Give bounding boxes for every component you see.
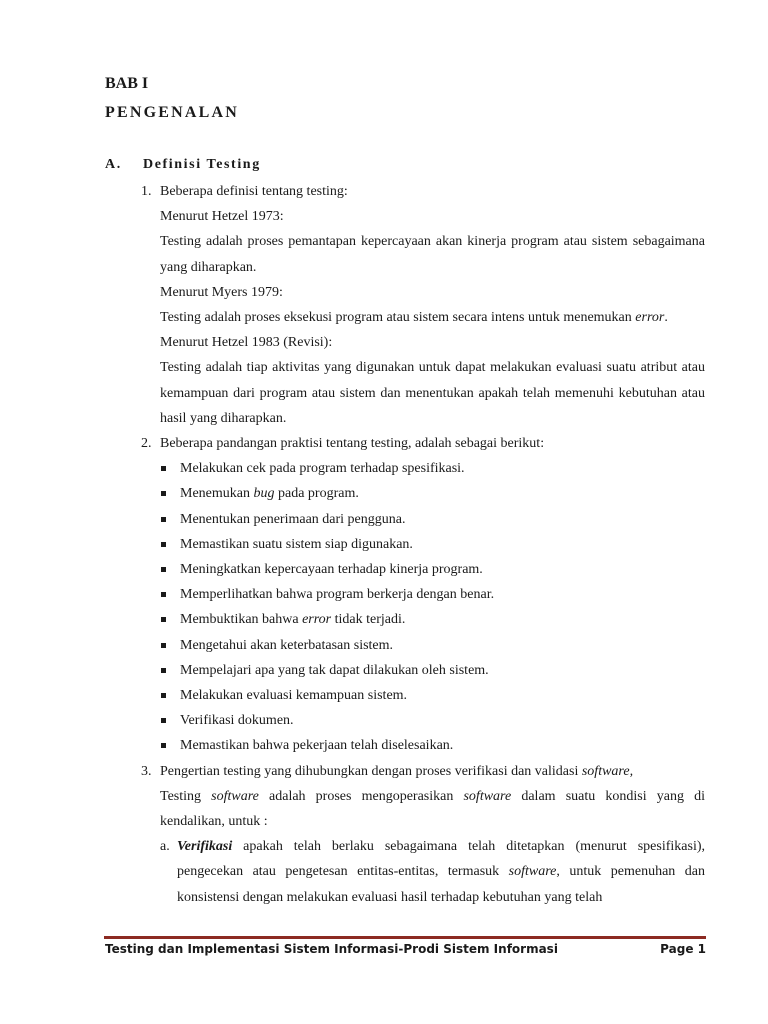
square-bullet-icon [160, 683, 180, 708]
text-run: Testing [160, 788, 212, 804]
square-bullet-icon [160, 708, 180, 733]
emphasis: software [508, 864, 557, 880]
square-bullet-icon [160, 532, 180, 557]
item-intro: Beberapa pandangan praktisi tentang testing, adalah sebagai berikut: [160, 436, 545, 452]
footer-title: Testing dan Implementasi Sistem Informasi-Prodi Sistem Informasi [105, 942, 558, 956]
square-bullet-icon [160, 456, 180, 481]
square-bullet-icon [160, 658, 180, 683]
section-title: Definisi Testing [143, 157, 261, 172]
bullet-item [160, 532, 705, 557]
square-bullet-icon [160, 557, 180, 582]
bullet-text [180, 481, 359, 506]
square-bullet-icon [160, 582, 180, 607]
bullet-text: Meningkatkan kepercayaan terhadap kinerja program. [180, 562, 483, 578]
bullet-item [160, 633, 705, 658]
paragraph [160, 784, 705, 834]
sub-item-text [177, 834, 705, 910]
bullet-item [160, 582, 705, 607]
definition-text [160, 305, 705, 330]
text-run: tidak terjadi. [331, 612, 406, 628]
text-run: pada program. [274, 486, 359, 502]
emphasis: software [463, 788, 512, 804]
item-intro [160, 759, 705, 784]
body-text [141, 179, 705, 910]
bullet-item [160, 456, 705, 481]
list-item-2 [141, 431, 705, 759]
text-run: dalam suatu kondisi yang di kendalikan, untuk : [160, 788, 705, 830]
bullet-text: Menentukan penerimaan dari pengguna. [180, 511, 406, 527]
item-intro: Beberapa definisi tentang testing: [160, 184, 348, 199]
text-run: Pengertian testing yang dihubungkan dengan proses verifikasi dan validasi [160, 763, 582, 779]
text-run: . [664, 310, 668, 326]
bullet-item [160, 708, 705, 733]
emphasis: error [635, 310, 665, 326]
list-item-3 [141, 759, 705, 910]
item-body [160, 759, 705, 910]
square-bullet-icon [160, 633, 180, 658]
bullet-text: Melakukan cek pada program terhadap spesifikasi. [180, 461, 465, 477]
bullet-item [160, 481, 705, 506]
section-letter: A. [105, 157, 122, 172]
bullet-item [160, 683, 705, 708]
emphasis: software, [581, 763, 634, 779]
bullet-item [160, 557, 705, 582]
item-number: 2. [141, 436, 152, 452]
item-body [160, 431, 705, 759]
page-number: Page 1 [660, 942, 706, 956]
text-run: apakah telah berlaku sebagaimana telah ditetapkan (menurut spesifikasi), pengecekan atau pengetesan entitas-entitas, termasuk [177, 839, 705, 880]
bullet-text: Memperlihatkan bahwa program berkerja dengan benar. [180, 587, 495, 603]
bullet-text: Mempelajari apa yang tak dapat dilakukan oleh sistem. [180, 662, 489, 678]
bullet-text: Verifikasi dokumen. [180, 713, 294, 729]
emphasis: error [302, 612, 332, 628]
bullet-text [180, 607, 405, 632]
definition-source: Menurut Myers 1979: [160, 284, 283, 300]
chapter-label: BAB I [105, 75, 149, 92]
text-run: Membuktikan bahwa [180, 612, 303, 628]
sub-item-number: a. [160, 839, 170, 855]
definition-text: Testing adalah proses pemantapan kepercayaan akan kinerja program atau sistem sebagaimana yang diharapkan. [160, 234, 705, 275]
item-number: 3. [141, 763, 152, 779]
bullet-text: Melakukan evaluasi kemampuan sistem. [180, 688, 408, 704]
definition-text: Testing adalah tiap aktivitas yang digunakan untuk dapat melakukan evaluasi suatu atribut atau kemampuan dari program atau sistem dan menentukan apakah telah memenuhi kebutuhan atau hasil yang diharapkan. [160, 360, 705, 426]
emphasis: bug [253, 486, 275, 502]
chapter-title: PENGENALAN [105, 104, 240, 121]
bullet-list [160, 456, 705, 758]
text-run: adalah proses mengoperasikan [258, 788, 464, 804]
square-bullet-icon [160, 481, 180, 506]
text-run: Testing adalah proses eksekusi program atau sistem secara intens untuk menemukan [160, 310, 632, 326]
bullet-item [160, 733, 705, 758]
footer-divider [104, 936, 706, 939]
sub-item-a [160, 834, 705, 910]
bullet-text: Mengetahui akan keterbatasan sistem. [180, 637, 394, 653]
text-run: , untuk pemenuhan dan konsistensi dengan melakukan evaluasi hasil terhadap kebutuhan yang telah [177, 864, 705, 905]
definition-source: Menurut Hetzel 1983 (Revisi): [160, 335, 333, 351]
square-bullet-icon [160, 607, 180, 632]
bullet-item [160, 507, 705, 532]
text-run: Menemukan [180, 486, 254, 502]
square-bullet-icon [160, 733, 180, 758]
bullet-item [160, 607, 705, 632]
bullet-text: Memastikan suatu sistem siap digunakan. [180, 536, 413, 552]
bullet-text: Memastikan bahwa pekerjaan telah diselesaikan. [180, 738, 454, 754]
square-bullet-icon [160, 507, 180, 532]
item-body [160, 179, 705, 431]
emphasis: software [211, 788, 259, 804]
definition-source: Menurut Hetzel 1973: [160, 209, 284, 225]
item-number: 1. [141, 184, 152, 199]
list-item-1 [141, 179, 705, 431]
section-heading [105, 157, 261, 173]
bullet-item [160, 658, 705, 683]
term-emphasis: Verifikasi [177, 839, 233, 855]
